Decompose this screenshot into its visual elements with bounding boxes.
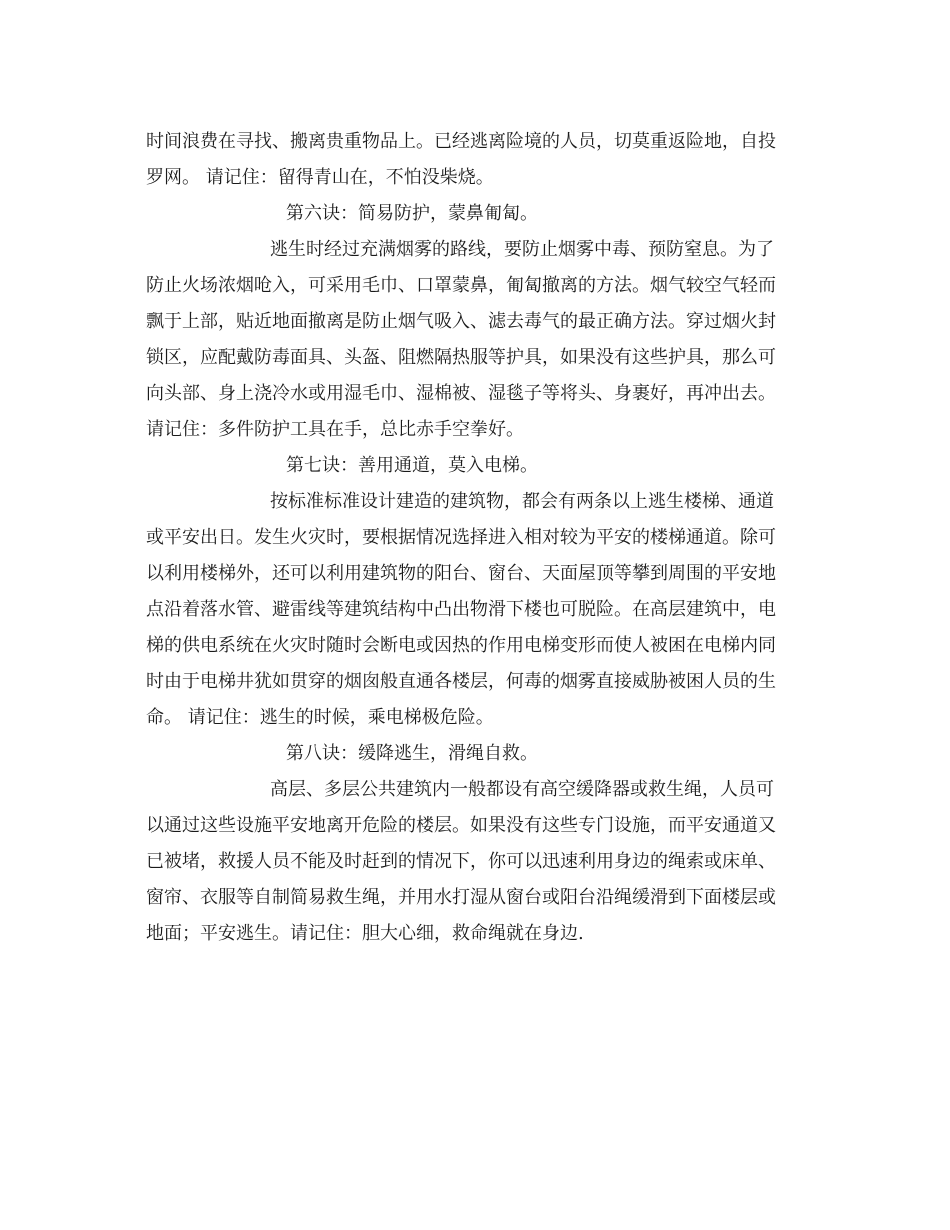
text-line: 飘于上部，贴近地面撤离是防止烟气吸入、滤去毒气的最正确方法。穿过烟火封 (146, 311, 776, 332)
paragraph-first-line: 高层、多层公共建筑内一般都设有高空缓降器或救生绳，人员可 (270, 779, 774, 800)
section-heading: 第六诀：简易防护，蒙鼻匍匐。 (286, 203, 538, 224)
text-line: 锁区，应配戴防毒面具、头盔、阻燃隔热服等护具，如果没有这些护具，那么可 (146, 347, 776, 368)
text-line: 以通过这些设施平安地离开危险的楼层。如果没有这些专门设施，而平安通道又 (146, 815, 776, 836)
document-page (146, 124, 806, 952)
section-heading: 第八诀：缓降逃生，滑绳自救。 (286, 743, 538, 764)
text-line: 或平安出日。发生火灾时，要根据情况选择进入相对较为平安的楼梯通道。除可 (146, 527, 776, 548)
paragraph-first-line: 按标准标准设计建造的建筑物，都会有两条以上逃生楼梯、通道 (270, 491, 774, 512)
text-line: 窗帘、衣服等自制简易救生绳，并用水打湿从窗台或阳台沿绳缓滑到下面楼层或 (146, 887, 776, 908)
text-line: 罗网。 请记住：留得青山在，不怕没柴烧。 (146, 167, 494, 188)
text-line: 以利用楼梯外，还可以利用建筑物的阳台、窗台、天面屋顶等攀到周围的平安地 (146, 563, 776, 584)
text-line: 梯的供电系统在火灾时随时会断电或因热的作用电梯变形而使人被困在电梯内同 (146, 635, 776, 656)
text-line: 向头部、身上浇冷水或用湿毛巾、湿棉被、湿毯子等将头、身裹好，再冲出去。 (146, 383, 776, 404)
section-heading: 第七诀：善用通道，莫入电梯。 (286, 455, 538, 476)
paragraph-first-line: 逃生时经过充满烟雾的路线，要防止烟雾中毒、预防窒息。为了 (270, 239, 774, 260)
text-line: 点沿着落水管、避雷线等建筑结构中凸出物滑下楼也可脱险。在高层建筑中，电 (146, 599, 776, 620)
text-line: 时由于电梯井犹如贯穿的烟囱般直通各楼层，何毒的烟雾直接威胁被困人员的生 (146, 671, 776, 692)
text-line: 请记住：多件防护工具在手，总比赤手空拳好。 (146, 419, 524, 440)
text-line: 命。 请记住：逃生的时候，乘电梯极危险。 (146, 707, 494, 728)
text-line: 已被堵，救援人员不能及时赶到的情况下，你可以迅速利用身边的绳索或床单、 (146, 851, 776, 872)
text-line: 时间浪费在寻找、搬离贵重物品上。已经逃离险境的人员，切莫重返险地，自投 (146, 131, 776, 152)
text-line: 防止火场浓烟呛入，可采用毛巾、口罩蒙鼻，匍匐撤离的方法。烟气较空气轻而 (146, 275, 776, 296)
text-line: 地面；平安逃生。请记住：胆大心细，救命绳就在身边. (146, 923, 584, 944)
